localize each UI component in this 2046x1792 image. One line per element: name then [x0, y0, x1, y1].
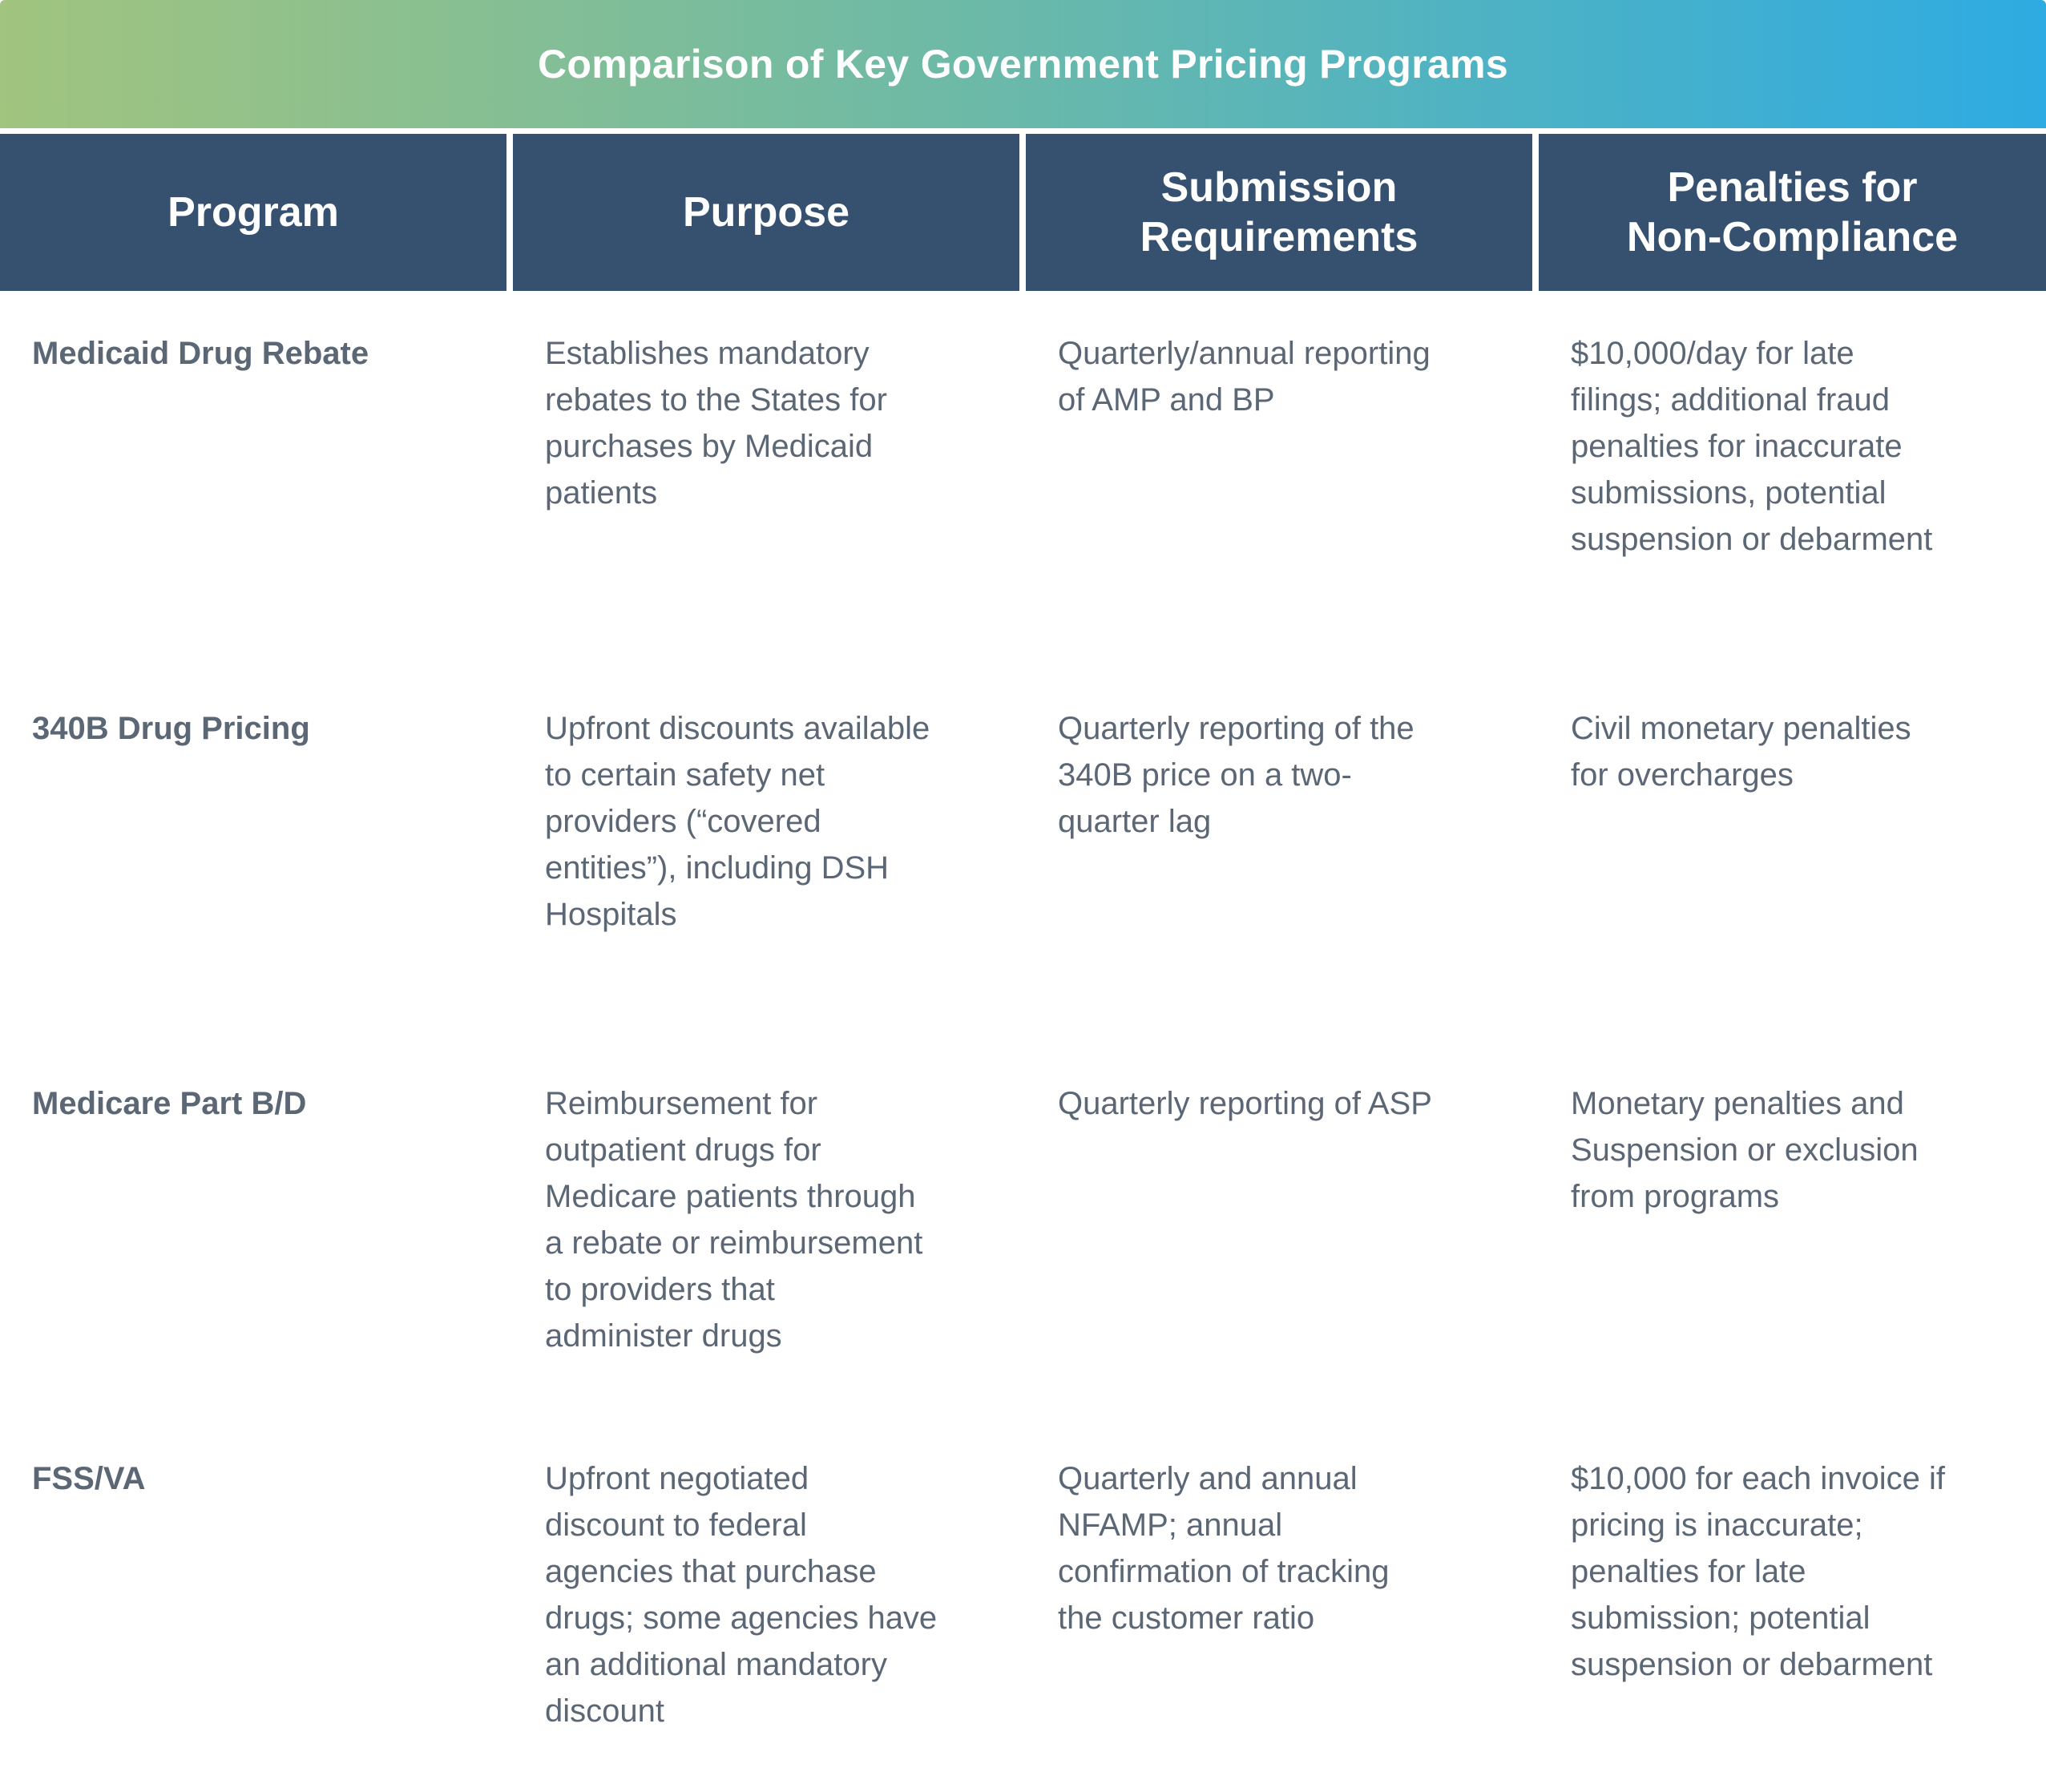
submission-cell: Quarterly reporting of the 340B price on a two- quarter lag: [1058, 711, 1414, 839]
penalties-cell: $10,000 for each invoice if pricing is inaccurate; penalties for late submission; potential suspension or debarment: [1571, 1461, 1945, 1682]
penalties-cell: Monetary penalties and Suspension or exclusion from programs: [1571, 1086, 1919, 1214]
program-cell: Medicare Part B/D: [32, 1086, 307, 1121]
column-header-penalties: [1539, 134, 2046, 291]
purpose-cell: Establishes mandatory rebates to the States for purchases by Medicaid patients: [545, 336, 887, 511]
purpose-cell: Upfront discounts available to certain safety net providers (“covered entities”), including DSH Hospitals: [545, 711, 930, 932]
purpose-cell: Reimbursement for outpatient drugs for Medicare patients through a rebate or reimbursement to providers that administer drugs: [545, 1086, 923, 1354]
submission-cell: Quarterly reporting of ASP: [1058, 1086, 1432, 1121]
column-header-label: Program: [167, 189, 339, 236]
column-header-label: Purpose: [682, 189, 850, 236]
submission-cell: Quarterly/annual reporting of AMP and BP: [1058, 336, 1431, 418]
penalties-cell: $10,000/day for late filings; additional fraud penalties for inaccurate submissions, potential suspension or debarment: [1571, 336, 1933, 557]
program-cell: FSS/VA: [32, 1461, 146, 1496]
column-header-program: [0, 134, 506, 291]
table-title: Comparison of Key Government Pricing Programs: [538, 42, 1508, 87]
column-header-label: Submission Requirements: [1140, 164, 1418, 260]
penalties-cell: Civil monetary penalties for overcharges: [1571, 711, 1911, 793]
table-title-bar: [0, 0, 2046, 128]
purpose-cell: Upfront negotiated discount to federal agencies that purchase drugs; some agencies have an additional mandatory discount: [545, 1461, 938, 1729]
program-cell: 340B Drug Pricing: [32, 711, 310, 746]
table-header-row: [0, 134, 2046, 291]
column-header-label: Penalties for Non-Compliance: [1626, 164, 1959, 260]
column-header-purpose: [513, 134, 1019, 291]
submission-cell: Quarterly and annual NFAMP; annual confirmation of tracking the customer ratio: [1058, 1461, 1390, 1636]
program-cell: Medicaid Drug Rebate: [32, 336, 369, 371]
column-header-submission-requirements: [1026, 134, 1532, 291]
